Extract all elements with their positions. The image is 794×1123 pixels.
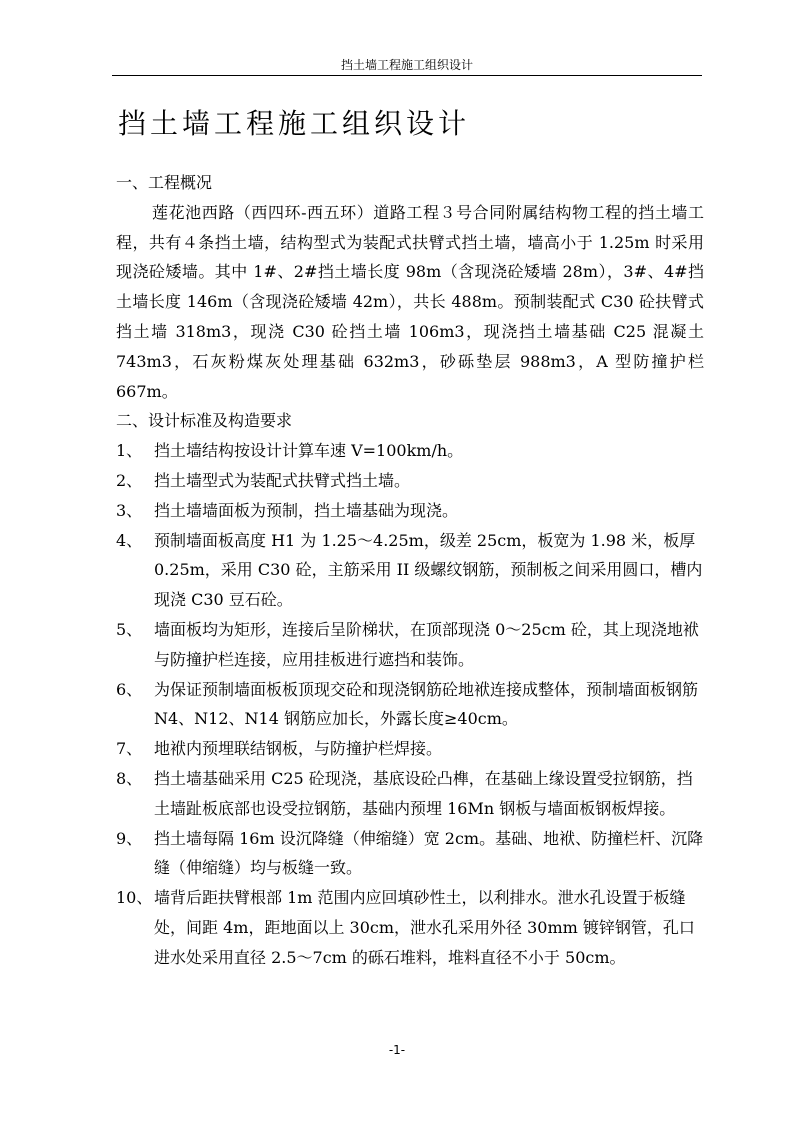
list-item-text: 墙背后距扶臂根部 1m 范围内应回填砂性土，以利排水。泄水孔设置于板缝处，间距 4m，距地面以上 30cm，泄水孔采用外径 30mm 镀锌钢管，孔口进水处采用直径 2.5～7cm 的砾石堆料，堆料直径不小于 50cm。 [154, 888, 695, 967]
overview-paragraph: 莲花池西路（西四环-西五环）道路工程３号合同附属结构物工程的挡土墙工程，共有４条挡土墙，结构型式为装配式扶臂式挡土墙，墙高小于 1.25m 时采用现浇砼矮墙。其中 1#、2#挡土墙长度 98m（含现浇砼矮墙 28m），3#、4#挡土墙长度 146m（含现浇砼矮墙 42m），共长 488m。预制装配式 C30 砼扶臂式挡土墙 318m3，现浇 C30 砼挡土墙 106m3，现浇挡土墙基础 C25 混凝土 743m3，石灰粉煤灰处理基础 632m3，砂砾垫层 988m3，A 型防撞护栏 667m。 [116, 202, 704, 401]
list-item-text: 地袱内预埋联结钢板，与防撞护栏焊接。 [154, 739, 443, 759]
page-number: -1- [388, 1043, 406, 1057]
list-item-text: 挡土墙每隔 16m 设沉降缝（伸缩缝）宽 2cm。基础、地袱、防撞栏杆、沉降缝（伸缩缝）均与板缝一致。 [154, 828, 704, 878]
list-item [116, 764, 704, 824]
list-item-number: 3、 [116, 500, 143, 520]
list-item [116, 466, 704, 496]
list-item-text: 墙面板均为矩形，连接后呈阶梯状，在顶部现浇 0～25cm 砼，其上现浇地袱与防撞护栏连接，应用挂板进行遮挡和装饰。 [154, 619, 699, 669]
list-item [116, 615, 704, 675]
list-item [116, 883, 704, 972]
list-item-text: 挡土墙型式为装配式扶臂式挡土墙。 [154, 470, 411, 490]
list-item-text: 预制墙面板高度 H1 为 1.25～4.25m，级差 25cm，板宽为 1.98 米，板厚 0.25m，采用 C30 砼，主筋采用 II 级螺纹钢筋，预制板之间采用圆口，槽内现浇 C30 豆石砼。 [154, 530, 703, 610]
list-item-number: 1、 [116, 441, 143, 461]
list-item-number: 9、 [116, 828, 143, 848]
list-item-number: 5、 [116, 619, 143, 639]
list-item [116, 496, 704, 526]
list-item [116, 675, 704, 735]
list-item-number: 2、 [116, 470, 143, 490]
document-body [116, 168, 704, 973]
header-divider [112, 75, 702, 76]
list-item-text: 挡土墙结构按设计计算车速 V=100km/h。 [154, 441, 464, 461]
list-item-text: 挡土墙墙面板为预制，挡土墙基础为现浇。 [154, 500, 459, 520]
list-item-number: 10、 [116, 888, 153, 908]
list-item [116, 436, 704, 466]
list-item-number: 7、 [116, 739, 143, 759]
document-title: 挡土墙工程施工组织设计 [118, 107, 471, 140]
list-item [116, 824, 704, 884]
list-item [116, 734, 704, 764]
section-heading-overview: 一、工程概况 [116, 173, 213, 192]
page-header: 挡土墙工程施工组织设计 [340, 58, 473, 72]
list-item-number: 6、 [116, 679, 143, 699]
list-item-text: 为保证预制墙面板板顶现交砼和现浇钢筋砼地袱连接成整体，预制墙面板钢筋 N4、N12、N14 钢筋应加长，外露长度≥40cm。 [154, 679, 699, 729]
list-item [116, 526, 704, 615]
list-item-number: 8、 [116, 768, 143, 788]
list-item-text: 挡土墙基础采用 C25 砼现浇，基底设砼凸榫，在基础上缘设置受拉钢筋，挡土墙趾板底部也设受拉钢筋，基础内预埋 16Mn 钢板与墙面板钢板焊接。 [154, 768, 693, 818]
section-heading-design-standards: 二、设计标准及构造要求 [116, 411, 293, 431]
list-item-number: 4、 [116, 530, 143, 550]
